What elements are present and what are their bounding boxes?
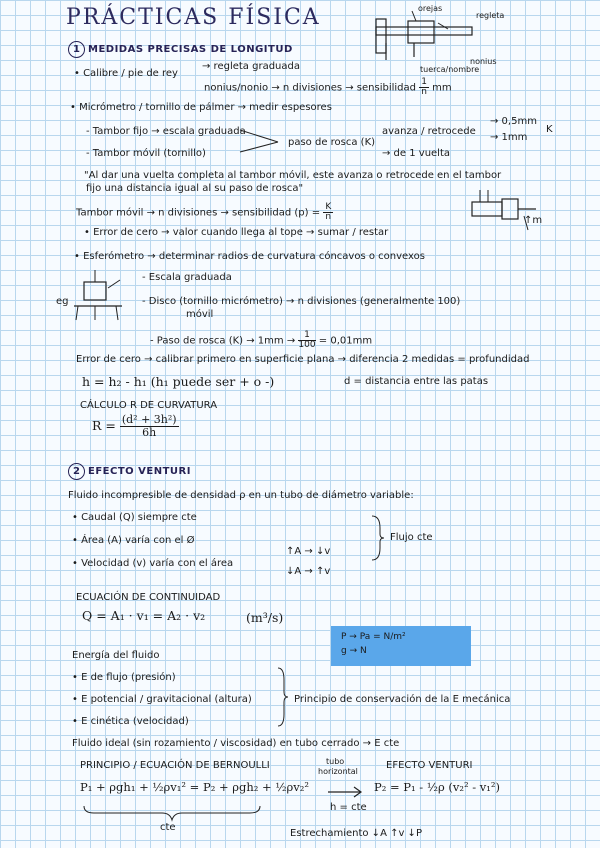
flujo-cte: Flujo cte — [390, 532, 433, 543]
calibre-line: • Calibre / pie de rey — [74, 68, 178, 79]
disco-line: - Disco (tornillo micrómetro) → n divisiones (generalmente 100) — [142, 296, 461, 307]
horizontal-label: horizontal — [318, 767, 358, 776]
brace-arrows — [238, 126, 288, 156]
tambor-movil: - Tambor móvil (tornillo) — [86, 148, 206, 159]
arrow-to-venturi — [326, 782, 366, 802]
estrechamiento: Estrechamiento ↓A ↑v ↓P — [290, 828, 422, 839]
section-1-heading: 1 MEDIDAS PRECISAS DE LONGITUD — [68, 41, 293, 58]
calibre-regleta: → regleta graduada — [202, 61, 300, 72]
r1: → 1mm — [490, 132, 528, 143]
h-cte: h = cte — [330, 802, 367, 813]
tubo-label: tubo — [326, 757, 345, 766]
e-cinetica: • E cinética (velocidad) — [72, 716, 189, 727]
e-flujo: • E de flujo (presión) — [72, 672, 176, 683]
bernoulli-title: PRINCIPIO / ECUACIÓN DE BERNOULLI — [80, 760, 270, 771]
Q-unit: (m³/s) — [246, 610, 284, 625]
cte-brace — [82, 804, 262, 822]
avanza-retrocede: avanza / retrocede — [382, 126, 476, 137]
micrometro-line: • Micrómetro / tornillo de pálmer → medir espesores — [70, 102, 332, 113]
paso-fraction: $\frac{1}{100}$ — [298, 330, 316, 350]
R-formula: R = $\frac{\text{(d² + 3h²)}}{6h}$ — [92, 413, 177, 439]
fluido-ideal: Fluido ideal (sin rozamiento / viscosidad) en tubo cerrado → E cte — [72, 738, 400, 749]
cte-label: cte — [160, 822, 176, 833]
bernoulli-equation: P₁ + ρgh₁ + ½ρv₁² = P₂ + ρgh₂ + ½ρv₂² — [80, 780, 309, 794]
quote-line-1: "Al dar una vuelta completa al tambor móvil, este avanza o retrocede en el tambor — [84, 170, 502, 181]
d-definition: d = distancia entre las patas — [344, 376, 489, 387]
quote-line-2: fijo una distancia igual al su paso de rosca" — [86, 183, 304, 194]
flujo-brace — [370, 514, 386, 562]
venturi-title: EFECTO VENTURI — [386, 760, 473, 771]
energia-brace — [276, 666, 290, 728]
esferometro-line: • Esferómetro → determinar radios de curvatura cóncavos o convexos — [74, 251, 425, 262]
blue-sticky-note — [331, 626, 471, 666]
rK: K — [546, 124, 553, 135]
note-line-2: g → N — [341, 646, 367, 656]
tambor-fraction: $\frac{K}{n}$ — [325, 202, 332, 222]
e-potencial: • E potencial / gravitacional (altura) — [72, 694, 252, 705]
spherometer-drawing — [70, 268, 128, 324]
mm-label: ↑m — [524, 215, 543, 226]
h-formula: h = h₂ - h₁ (h₁ puede ser + o -) — [82, 374, 275, 389]
section-2-heading: 2 EFECTO VENTURI — [68, 463, 191, 480]
Q-formula: Q = A₁ · v₁ = A₂ · v₂ — [82, 608, 206, 623]
upA: ↑A → ↓v — [286, 546, 331, 557]
note-line-1: P → Pa = N/m² — [341, 632, 406, 642]
paso-esferometro: - Paso de rosca (K) → 1mm → $\frac{1}{100}$ = 0,01mm — [150, 330, 373, 350]
page-title: PRÁCTICAS FÍSICA — [66, 5, 321, 30]
tambor-divisiones: Tambor móvil → n divisiones → sensibilidad (p) = $\frac{K}{n}$ — [76, 202, 332, 222]
r05: → 0,5mm — [490, 116, 537, 127]
calibre-fraction: $\frac{1}{n}$ — [421, 77, 427, 97]
paso-rosca: paso de rosca (K) — [288, 137, 376, 148]
label-orejas: orejas — [418, 4, 443, 13]
movil-label: móvil — [186, 309, 214, 320]
error-calibrar: Error de cero → calibrar primero en superficie plana → diferencia 2 medidas = profundidad — [76, 354, 530, 365]
label-nonius: nonius — [470, 57, 497, 66]
calibre-nonius: nonius/nonio → n divisiones → sensibilidad $\frac{1}{n}$ mm — [204, 77, 452, 97]
downA: ↓A → ↑v — [286, 566, 331, 577]
ec-continuidad: ECUACIÓN DE CONTINUIDAD — [76, 592, 221, 603]
error-cero: • Error de cero → valor cuando llega al tope → sumar / restar — [84, 227, 389, 238]
velocidad-line: • Velocidad (v) varía con el área — [72, 558, 234, 569]
tambor-fijo: - Tambor fijo → escala graduada — [86, 126, 246, 137]
R-fraction: $\frac{\text{(d² + 3h²)}}{6h}$ — [121, 413, 177, 439]
vuelta: → de 1 vuelta — [382, 148, 451, 159]
venturi-equation: P₂ = P₁ - ½ρ (v₂² - v₁²) — [374, 780, 501, 794]
label-regleta: regleta — [476, 11, 505, 20]
escala-graduada: - Escala graduada — [142, 272, 232, 283]
caudal-line: • Caudal (Q) siempre cte — [72, 512, 197, 523]
label-tuerca: tuerca/nombre — [420, 65, 480, 74]
eg-label: eg — [56, 296, 69, 307]
fluido-line: Fluido incompresible de densidad ρ en un tubo de diámetro variable: — [68, 490, 414, 501]
section-1-number: 1 — [68, 41, 85, 58]
energia-title: Energía del fluido — [72, 650, 160, 661]
area-line: • Área (A) varía con el Ø — [72, 535, 195, 546]
calculo-title: CÁLCULO R DE CURVATURA — [80, 400, 218, 411]
principio-conservacion: Principio de conservación de la E mecánica — [294, 694, 511, 705]
section-2-number: 2 — [68, 463, 85, 480]
